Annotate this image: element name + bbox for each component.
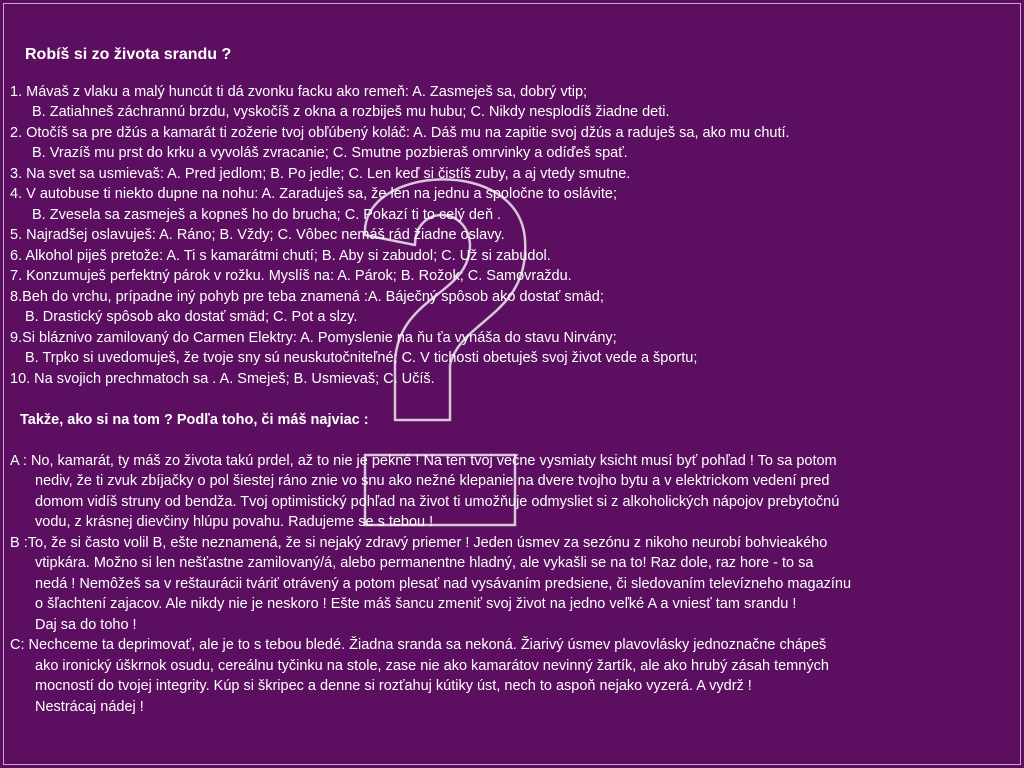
question-line: B. Trpko si uvedomuješ, že tvoje sny sú neuskutočniteľné; C. V tichosti obetuješ svoj život vede a športu; <box>25 350 698 366</box>
answer-line: C: Nechceme ta deprimovať, ale je to s tebou bledé. Žiadna sranda sa nekoná. Žiarivý úsmev plavovlásky jednoznačne chápeš <box>10 637 827 653</box>
answer-line: domom vidíš struny od bendža. Tvoj optimistický pohľad na život ti umožňuje odmysliet si z alkoholických nápojov prebytočnú <box>35 493 840 510</box>
answer-a <box>10 451 1015 533</box>
question-line: B. Zvesela sa zasmeješ a kopneš ho do brucha; C. Pokazí ti to celý deň . <box>32 206 502 223</box>
question-3 <box>10 164 1015 185</box>
answer-line: vtipkára. Možno si len nešťastne zamilovaný/á, alebo permanentne hladný, ale vykašli se na to! Raz dole, raz hore - to sa <box>35 555 814 571</box>
answers-list <box>10 451 1015 718</box>
question-line: 2. Otočíš sa pre džús a kamarát ti zožerie tvoj obľúbený koláč: A. Dáš mu na zapitie svoj džús a raduješ sa, ako mu chutí. <box>10 124 790 141</box>
question-line: 6. Alkohol piješ pretože: A. Ti s kamarátmi chutí; B. Aby si zabudol; C. Už si zabudol. <box>10 247 551 264</box>
question-line: B. Drastický spôsob ako dostať smäd; C. Pot a slzy. <box>25 309 358 325</box>
answer-line: nedá ! Nemôžeš sa v reštaurácii tváriť otrávený a potom plesať nad vysávaním predsiene, či sledovaním televízneho magazínu <box>35 575 852 592</box>
question-4 <box>10 184 1015 225</box>
question-line: 4. V autobuse ti niekto dupne na nohu: A. Zaraduješ sa, že len na jednu a spoločne to oslávite; <box>10 186 618 202</box>
question-line: 10. Na svojich prechmatoch sa . A. Smeješ; B. Usmievaš; C. Učíš. <box>10 370 435 387</box>
answer-line: ako ironický úškrnok osudu, cereálnu tyčinku na stole, zase nie ako kamarátov nevinný žartík, ale ako hrubý zásah temných <box>35 657 829 674</box>
question-2 <box>10 123 1015 164</box>
question-8 <box>10 287 1015 328</box>
results-heading: Takže, ako si na tom ? Podľa toho, či máš najviac : <box>20 412 369 428</box>
answer-line: Nestrácaj nádej ! <box>35 698 144 715</box>
quiz-title: Robíš si zo života srandu ? <box>25 46 232 63</box>
answer-c <box>10 635 1015 717</box>
answer-line: A : No, kamarát, ty máš zo života takú prdel, až to nie je pekné ! Na ten tvoj večne vysmiaty ksicht musí byť pohľad ! To sa potom <box>10 452 837 469</box>
answer-line: vodu, z krásnej dievčiny hlúpu povahu. Radujeme se s tebou ! <box>35 514 434 530</box>
questions-list <box>10 82 1015 390</box>
answer-line: mocností do tvojej integrity. Kúp si škripec a denne si rozťahuj kútiky úst, nech to aspoň nejako vyzerá. A vydrž ! <box>35 678 752 694</box>
question-line: 3. Na svet sa usmievaš: A. Pred jedlom; B. Po jedle; C. Len keď si čistíš zuby, a aj vtedy smutne. <box>10 165 631 182</box>
quiz-document <box>10 45 1015 717</box>
answer-b <box>10 533 1015 636</box>
question-line: 1. Mávaš z vlaku a malý huncút ti dá zvonku facku ako remeň: A. Zasmeješ sa, dobrý vtip; <box>10 83 588 100</box>
question-line: 8.Beh do vrchu, prípadne iný pohyb pre teba znamená :A. Báječný spôsob ako dostať smäd; <box>10 288 604 305</box>
question-9 <box>10 328 1015 369</box>
question-6 <box>10 246 1015 267</box>
answer-line: B :To, že si často volil B, ešte neznamená, že si nejaký zdravý priemer ! Jeden úsmev za sezónu z nikoho neurobí bohvieakého <box>10 534 828 551</box>
question-line: 7. Konzumuješ perfektný párok v rožku. Myslíš na: A. Párok; B. Rožok; C. Samovraždu. <box>10 268 572 284</box>
question-7 <box>10 266 1015 287</box>
question-1 <box>10 82 1015 123</box>
question-line: B. Zatiahneš záchrannú brzdu, vyskočíš z okna a rozbiješ mu hubu; C. Nikdy nesplodíš žiadne deti. <box>32 104 670 120</box>
question-line: B. Vrazíš mu prst do krku a vyvoláš zvracanie; C. Smutne pozbieraš omrvinky a odíďeš spať. <box>32 145 628 161</box>
answer-line: Daj sa do toho ! <box>35 616 137 633</box>
question-5 <box>10 225 1015 246</box>
answer-line: o šľachtení zajacov. Ale nikdy nie je neskoro ! Ešte máš šancu zmeniť svoj život na jedno veľké A a vniesť tam srandu ! <box>35 596 797 612</box>
question-line: 9.Si bláznivo zamilovaný do Carmen Elektry: A. Pomyslenie na ňu ťa vynáša do stavu Nirvány; <box>10 329 617 346</box>
answer-line: nediv, že ti zvuk zbíjačky o pol šiestej ráno znie vo snu ako nežné klepanie na dvere tvojho bytu a v elektrickom vedení pred <box>35 473 830 489</box>
question-10 <box>10 369 1015 390</box>
question-line: 5. Najradšej oslavuješ: A. Ráno; B. Vždy; C. Vôbec nemáš rád žiadne oslavy. <box>10 227 505 243</box>
